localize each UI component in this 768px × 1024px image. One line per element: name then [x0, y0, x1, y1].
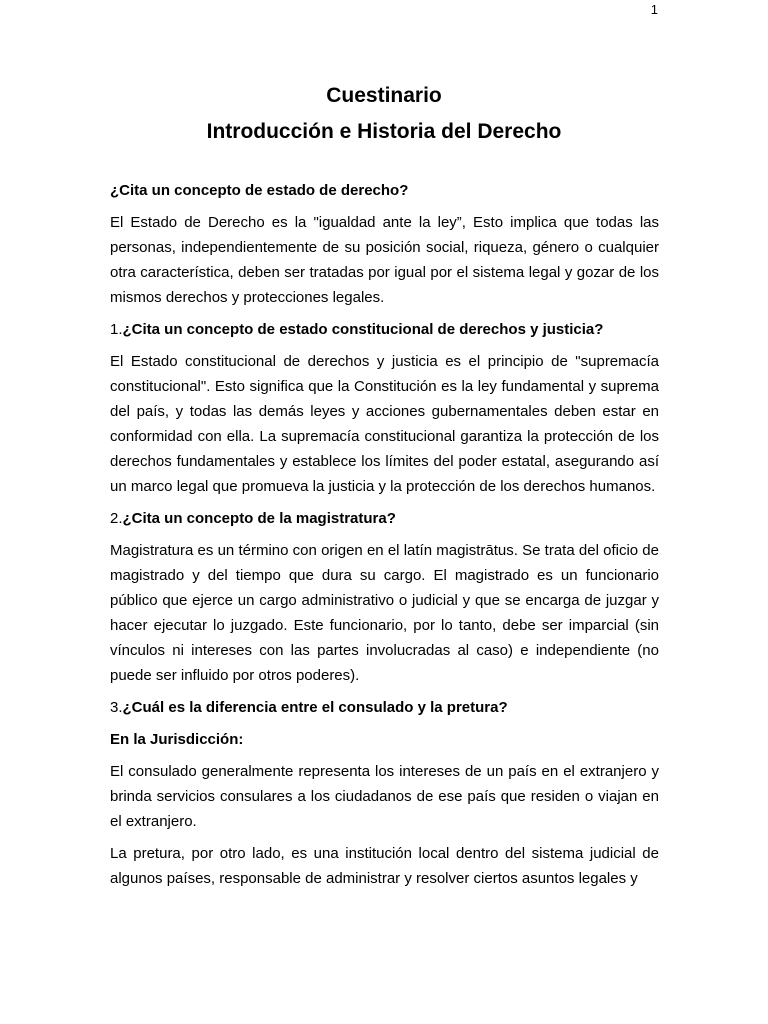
question-number: 2.: [110, 510, 123, 527]
answer-paragraph: El consulado generalmente representa los intereses de un país en el extranjero y brinda servicios consulares a los ciudadanos de ese país que residen o viajan en el extranjero.: [110, 763, 659, 830]
section-question: [110, 506, 659, 531]
answer-paragraph: Magistratura es un término con origen en el latín magistrātus. Se trata del oficio de magistrado y del tiempo que dura su cargo. El magistrado es un funcionario público que ejerce un cargo administrativo o judicial y que se encarga de juzgar y hacer ejecutar lo juzgado. Este funcionario, por lo tanto, debe ser imparcial (sin vínculos ni intereses con las partes involucradas al caso) e independiente (no puede ser influido por otros poderes).: [110, 542, 659, 684]
question-text: ¿Cuál es la diferencia entre el consulado y la pretura?: [122, 699, 508, 716]
section-question: [110, 695, 659, 720]
question-number: 1.: [110, 321, 123, 338]
document-title: Cuestinario: [326, 84, 442, 107]
document-subtitle: Introducción e Historia del Derecho: [206, 120, 562, 143]
section-question: [110, 317, 659, 342]
question-text: ¿Cita un concepto de estado constitucional de derechos y justicia?: [122, 321, 604, 338]
question-text: ¿Cita un concepto de la magistratura?: [122, 510, 396, 527]
section-subheading: En la Jurisdicción:: [110, 731, 244, 748]
question-number: 3.: [110, 699, 123, 716]
question-text: ¿Cita un concepto de estado de derecho?: [110, 182, 409, 199]
page-number: 1: [650, 2, 658, 17]
document-body: [110, 178, 659, 898]
answer-paragraph: El Estado constitucional de derechos y justicia es el principio de "supremacía constitucional". Esto significa que la Constitución es la ley fundamental y suprema del país, y todas las demás leyes y acciones gubernamentales deben estar en conformidad con ella. La supremacía constitucional garantiza la protección de los derechos fundamentales y establece los límites del poder estatal, asegurando así un marco legal que promueva la justicia y la protección de los derechos humanos.: [110, 353, 659, 495]
section-question: [110, 178, 659, 203]
title-block: [0, 82, 768, 146]
answer-paragraph: La pretura, por otro lado, es una institución local dentro del sistema judicial de algunos países, responsable de administrar y resolver ciertos asuntos legales y: [110, 845, 659, 887]
answer-paragraph: El Estado de Derecho es la "igualdad ante la ley”, Esto implica que todas las personas, independientemente de su posición social, riqueza, género o cualquier otra característica, deben ser tratadas por igual por el sistema legal y gozar de los mismos derechos y protecciones legales.: [110, 214, 659, 306]
